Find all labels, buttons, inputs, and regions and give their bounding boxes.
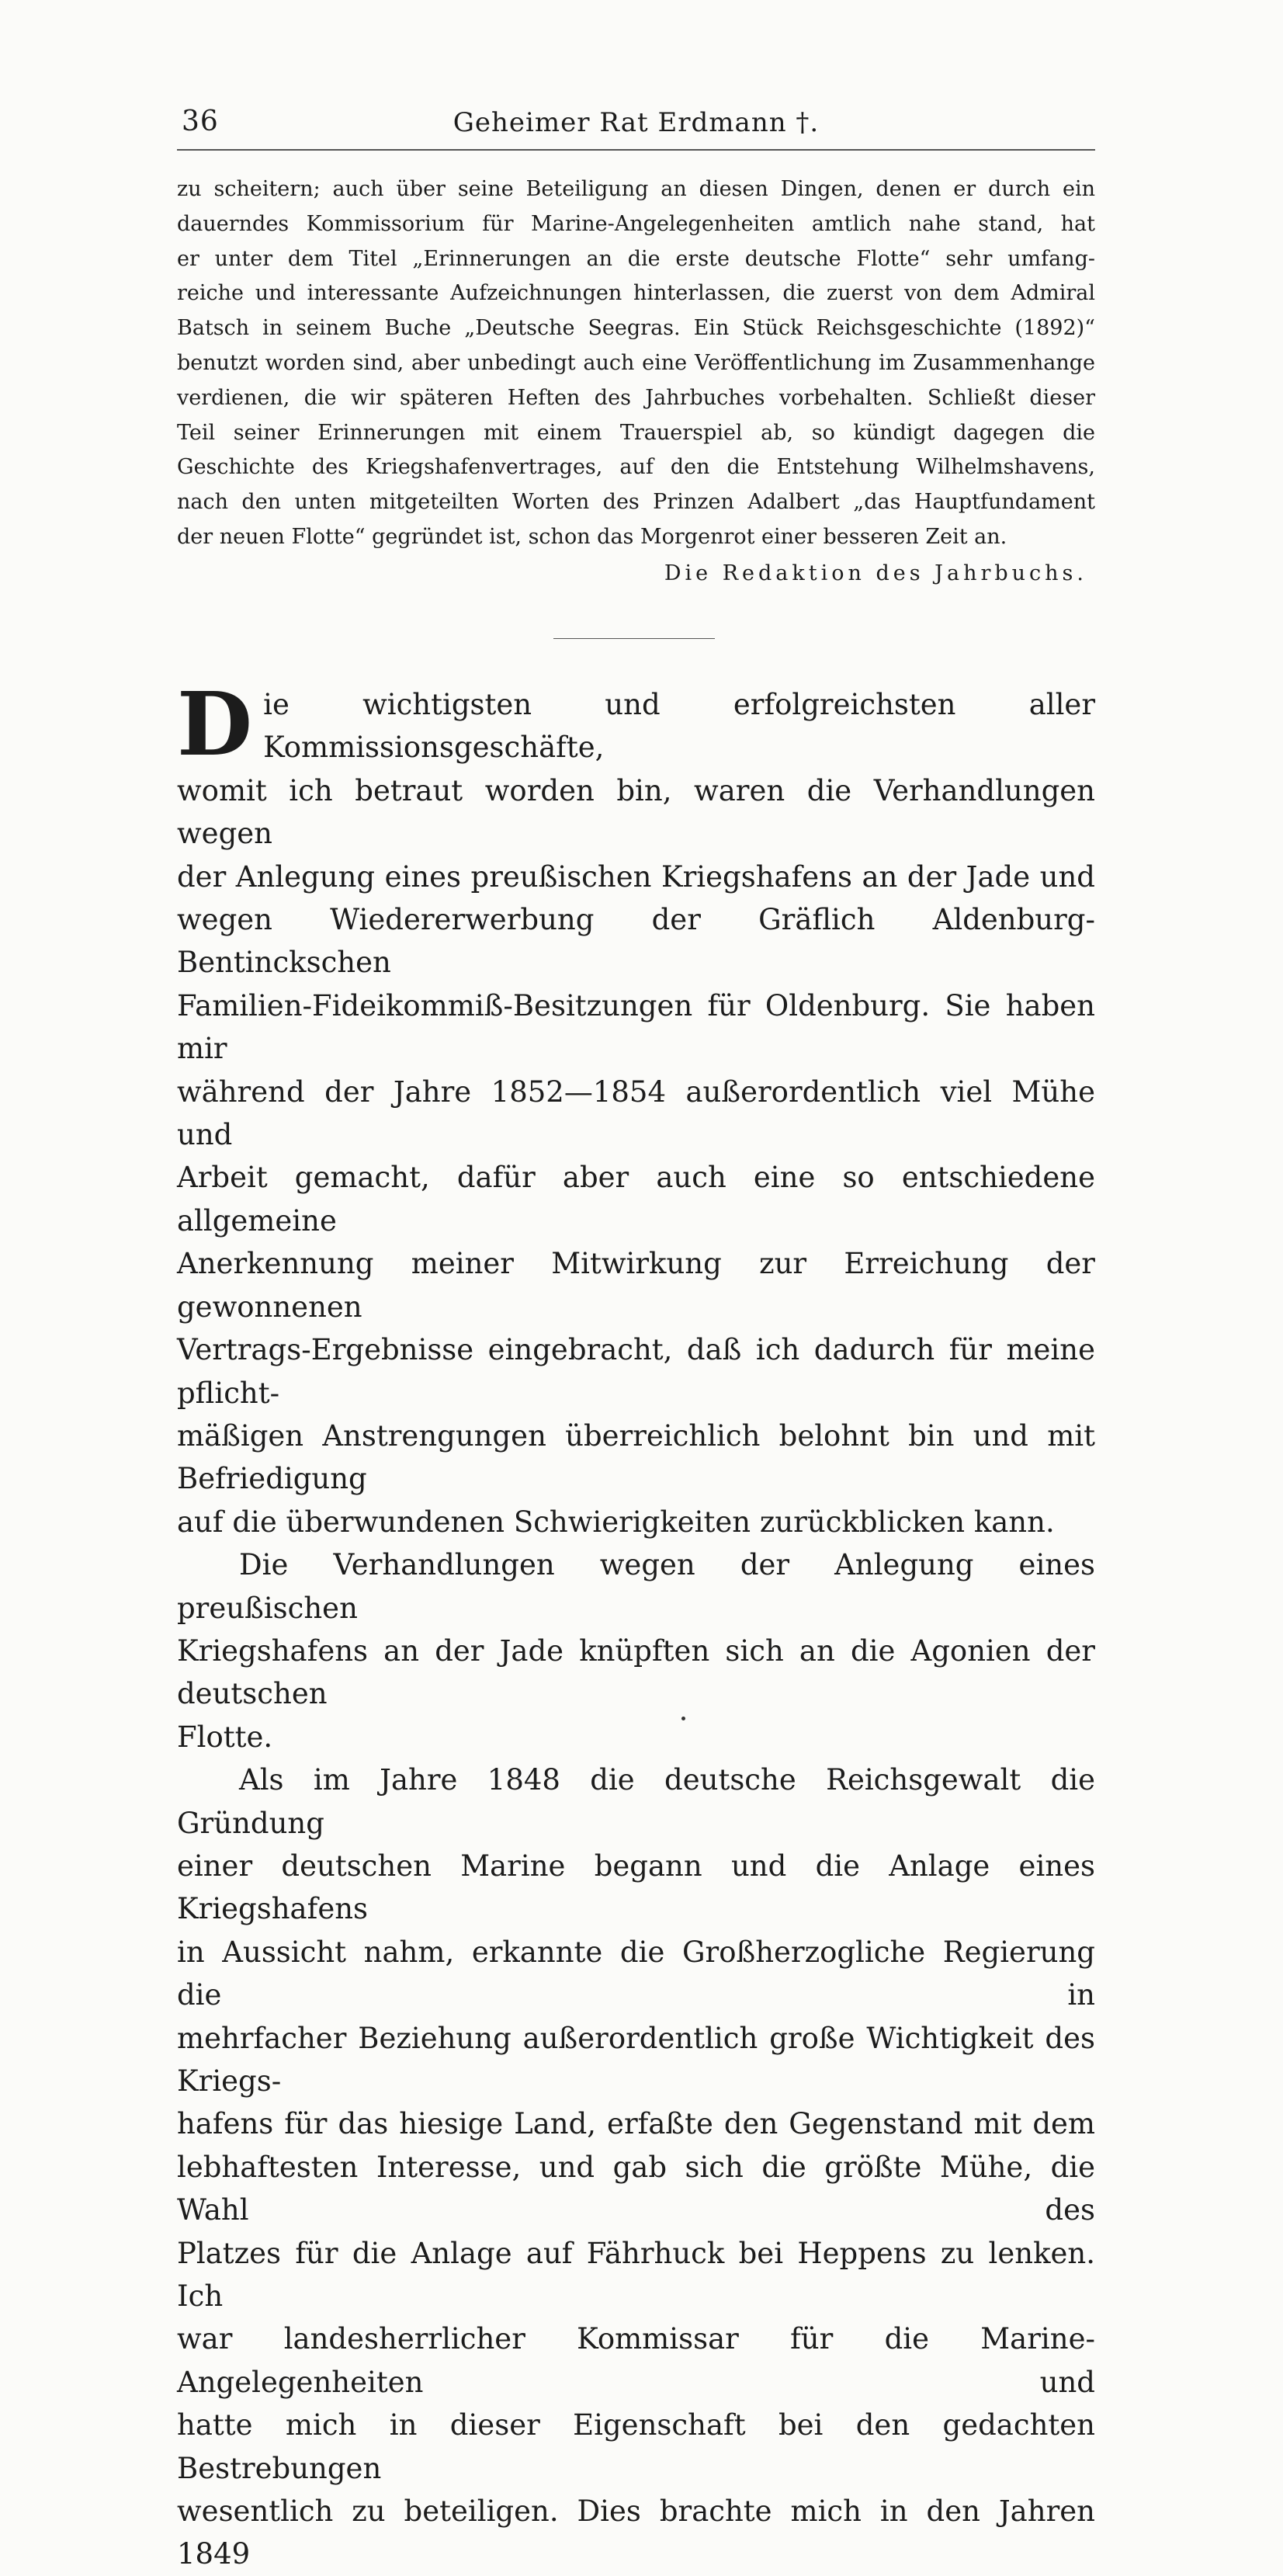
note-line: der neuen Flotte“ gegründet ist, schon das Morgenrot einer besseren Zeit an. [177, 524, 1007, 549]
paragraph-3-line: war landesherrlicher Kommissar für die Marine-Angelegenheiten und [177, 2322, 1095, 2399]
paragraph-1-line: mäßigen Anstrengungen überreichlich belohnt bin und mit Befriedigung [177, 1418, 1095, 1496]
paragraph-1-line: ie wichtigsten und erfolgreichsten aller Kommissionsgeschäfte, [263, 688, 1095, 765]
paragraph-2-line: Kriegshafens an der Jade knüpften sich an die Agonien der deutschen [177, 1633, 1095, 1711]
note-line: verdienen, die wir späteren Heften des Jahrbuches vorbehalten. Schließt dieser [177, 385, 1095, 410]
paragraph-1-line: wegen Wiedererwerbung der Gräflich Aldenburg-Bentinckschen [177, 903, 1095, 980]
note-line: Geschichte des Kriegshafenvertrages, auf den die Entstehung Wilhelmshavens, [177, 455, 1095, 480]
paragraph-1-line: auf die überwundenen Schwierigkeiten zurückblicken kann. [177, 1505, 1055, 1539]
paragraph-1-line: Vertrags-Ergebnisse eingebracht, daß ich dadurch für meine pflicht- [177, 1333, 1095, 1410]
paragraph-2-line: Flotte. [177, 1720, 273, 1754]
paragraph-3-line: einer deutschen Marine begann und die Anlage eines Kriegshafens [177, 1849, 1095, 1926]
paragraph-3-line: in Aussicht nahm, erkannte die Großherzogliche Regierung die in [177, 1935, 1095, 2012]
note-line: dauerndes Kommissorium für Marine-Angelegenheiten amtlich nahe stand, hat [177, 211, 1095, 236]
editorial-note [177, 172, 1095, 592]
note-line: Batsch in seinem Buche „Deutsche Seegras. Ein Stück Reichsgeschichte (1892)“ [177, 316, 1095, 341]
paragraph-3-line: hatte mich in dieser Eigenschaft bei den gedachten Bestrebungen [177, 2408, 1095, 2485]
note-line: er unter dem Titel „Erinnerungen an die erste deutsche Flotte“ sehr umfang- [177, 246, 1095, 271]
note-line: Teil seiner Erinnerungen mit einem Trauerspiel ab, so kündigt dagegen die [177, 420, 1095, 445]
editorial-signature: Die Redaktion des Jahrbuchs. [664, 561, 1087, 585]
paragraph-3-line: mehrfacher Beziehung außerordentlich große Wichtigkeit des Kriegs- [177, 2021, 1095, 2098]
paragraph-1-line: Anerkennung meiner Mitwirkung zur Erreichung der gewonnenen [177, 1247, 1095, 1324]
main-text [177, 674, 1095, 2576]
paragraph-1-line: der Anlegung eines preußischen Kriegshafens an der Jade und [177, 859, 1095, 894]
paragraph-3-line: Platzes für die Anlage auf Fährhuck bei Heppens zu lenken. Ich [177, 2236, 1095, 2314]
paragraph-3-line: hafens für das hiesige Land, erfaßte den Gegenstand mit dem [177, 2107, 1095, 2141]
page-number: 36 [182, 106, 219, 137]
note-line: reiche und interessante Aufzeichnungen hinterlassen, die zuerst von dem Admiral [177, 281, 1095, 306]
paragraph-1-line: womit ich betraut worden bin, waren die Verhandlungen wegen [177, 773, 1095, 851]
header-rule [177, 149, 1095, 151]
signature-mark [681, 1717, 685, 1720]
paragraph-3-line: lebhaftesten Interesse, und gab sich die größte Mühe, die Wahl des [177, 2150, 1095, 2227]
paragraph-1-line: Familien-Fideikommiß-Besitzungen für Oldenburg. Sie haben mir [177, 988, 1095, 1066]
drop-cap: D [177, 674, 253, 776]
page-header [177, 101, 1095, 148]
running-title: Geheimer Rat Erdmann †. [453, 107, 820, 138]
note-line: zu scheitern; auch über seine Beteiligung an diesen Dingen, denen er durch ein [177, 177, 1095, 201]
note-line: benutzt worden sind, aber unbedingt auch eine Veröffentlichung im Zusammenhange [177, 350, 1095, 375]
section-divider [553, 638, 715, 639]
paragraph-1-line: während der Jahre 1852—1854 außerordentlich viel Mühe und [177, 1074, 1095, 1152]
paragraph-1-line: Arbeit gemacht, dafür aber auch eine so entschiedene allgemeine [177, 1161, 1095, 1238]
paragraph-3-line: Als im Jahre 1848 die deutsche Reichsgewalt die Gründung [177, 1763, 1095, 1840]
paragraph-3-line: wesentlich zu beteiligen. Dies brachte mich in den Jahren 1849 [177, 2494, 1095, 2571]
note-line: nach den unten mitgeteilten Worten des Prinzen Adalbert „das Hauptfundament [177, 490, 1095, 515]
paragraph-2-line: Die Verhandlungen wegen der Anlegung eines preußischen [177, 1548, 1095, 1625]
